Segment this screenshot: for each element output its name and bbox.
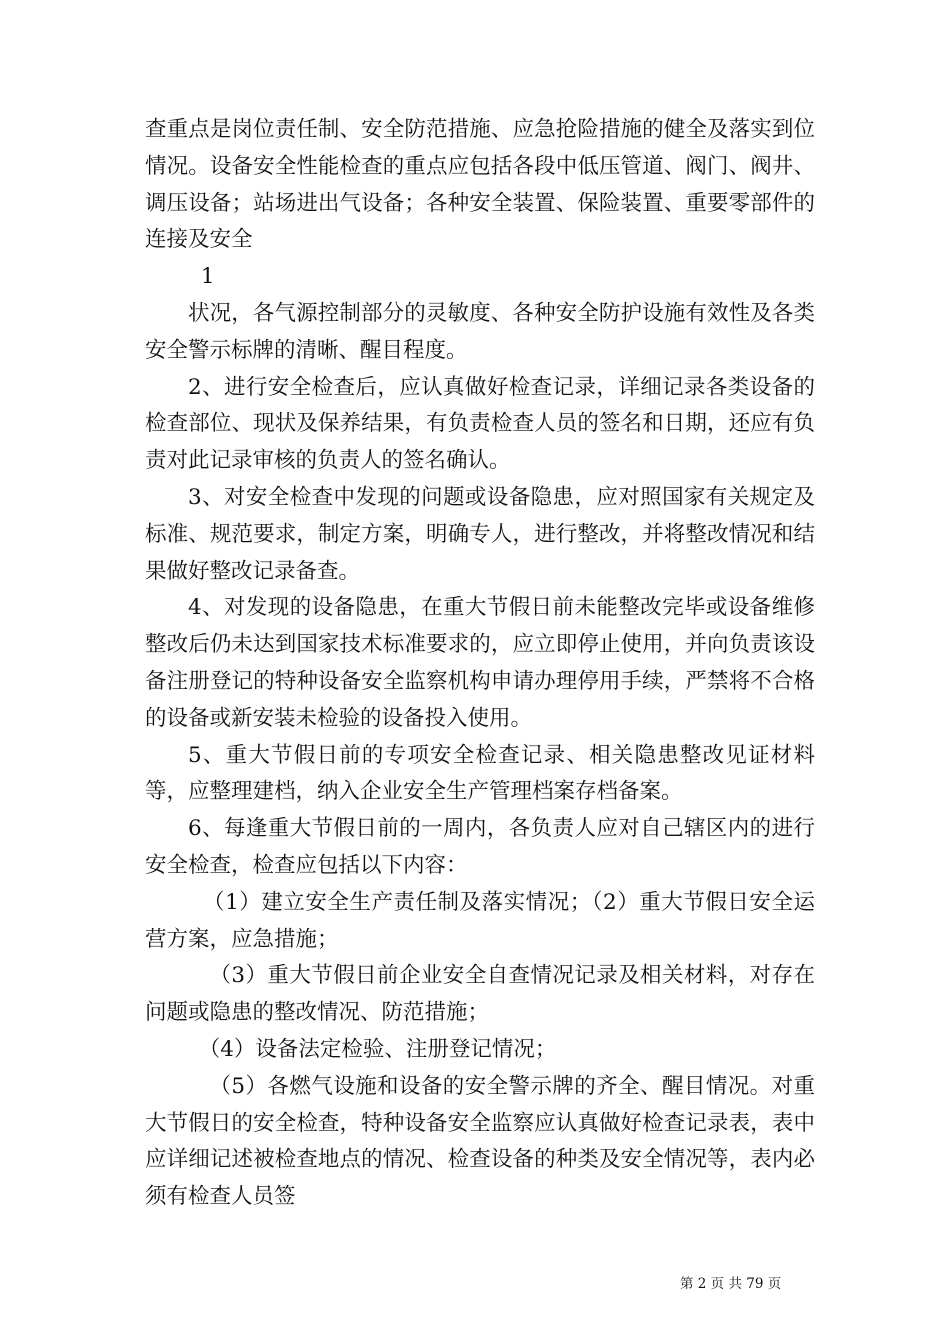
paragraph-subitem-1-2: （1）建立安全生产责任制及落实情况；（2）重大节假日安全运营方案，应急措施； xyxy=(145,889,815,952)
inline-page-number: 1 xyxy=(200,264,215,290)
paragraph-item-3: 3、对安全检查中发现的问题或设备隐患，应对照国家有关规定及标准、规范要求，制定方案，明确专人，进行整改，并将整改情况和结果做好整改记录备查。 xyxy=(145,484,815,584)
document-body xyxy=(145,112,815,1216)
page-footer: 第 2 页 共 79 页 xyxy=(680,1276,782,1292)
paragraph-subitem-3: （3）重大节假日前企业安全自查情况记录及相关材料，对存在问题或隐患的整改情况、防范措施； xyxy=(145,963,815,1026)
paragraph-subitem-4: （4）设备法定检验、注册登记情况； xyxy=(198,1036,557,1062)
paragraph-item-5: 5、重大节假日前的专项安全检查记录、相关隐患整改见证材料等，应整理建档，纳入企业安全生产管理档案存档备案。 xyxy=(145,742,815,805)
paragraph-status: 状况，各气源控制部分的灵敏度、各种安全防护设施有效性及各类安全警示标牌的清晰、醒目程度。 xyxy=(145,300,815,363)
paragraph-item-6: 6、每逢重大节假日前的一周内，各负责人应对自己辖区内的进行安全检查，检查应包括以下内容： xyxy=(145,816,815,878)
paragraph-item-2: 2、进行安全检查后，应认真做好检查记录，详细记录各类设备的检查部位、现状及保养结果，有负责检查人员的签名和日期，还应有负责对此记录审核的负责人的签名确认。 xyxy=(145,374,815,474)
paragraph-inspection-focus: 查重点是岗位责任制、安全防范措施、应急抢险措施的健全及落实到位情况。设备安全性能检查的重点应包括各段中低压管道、阀门、阀井、调压设备；站场进出气设备；各种安全装置、保险装置、重要零部件的连接及安全 xyxy=(145,117,815,253)
paragraph-subitem-5: （5）各燃气设施和设备的安全警示牌的齐全、醒目情况。对重大节假日的安全检查，特种设备安全监察应认真做好检查记录表，表中应详细记述被检查地点的情况、检查设备的种类及安全情况等，表内必须有检查人员签 xyxy=(145,1073,815,1210)
paragraph-item-4: 4、对发现的设备隐患，在重大节假日前未能整改完毕或设备维修整改后仍未达到国家技术标准要求的，应立即停止使用，并向负责该设备注册登记的特种设备安全监察机构申请办理停用手续，严禁将不合格的设备或新安装未检验的设备投入使用。 xyxy=(145,595,815,731)
